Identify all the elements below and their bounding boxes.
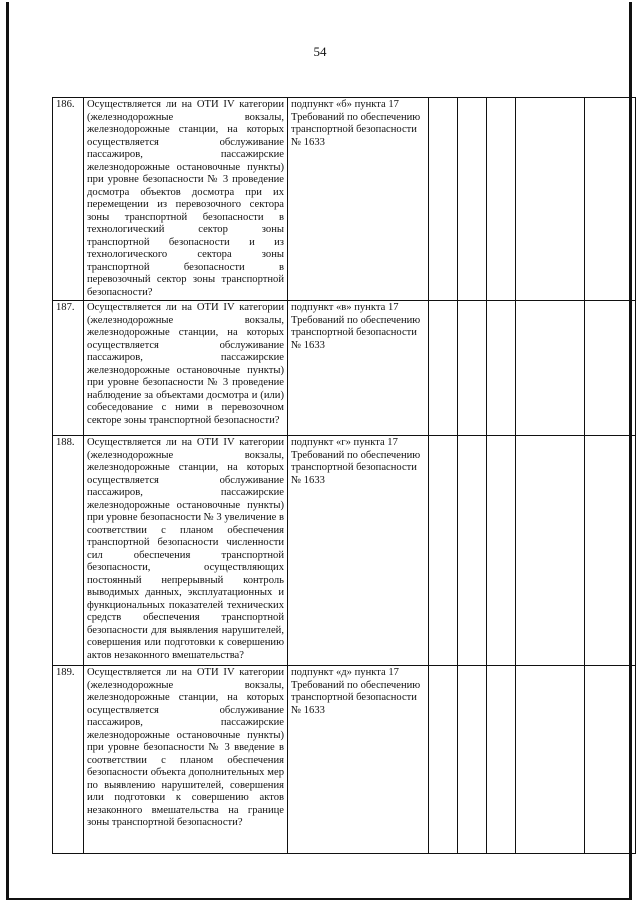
question-cell: Осуществляется ли на ОТИ IV категории (железнодорожные вокзалы, железнодорожные станции, на которых осуществляется обслуживание пассажиров, пассажирские железнодорожные остановочные пункты) при уровне безопасности № 3 проведение досмотра объектов досмотра при их перемещении из перевозочного сектора зоны транспортной безопасности в технологический сектор зоны транспортной безопасности и из технологического сектора зоны транспортной безопасности в перевозочный сектор зоны транспортной безопасности? <box>84 98 288 301</box>
row-number: 186. <box>53 98 84 301</box>
answer-extra-cell <box>516 436 585 666</box>
answer-na-cell <box>487 666 516 854</box>
notes-cell <box>585 301 636 436</box>
page-number: 54 <box>313 44 327 59</box>
row-number: 189. <box>53 666 84 854</box>
answer-yes-cell <box>429 436 458 666</box>
checklist-table <box>52 97 636 854</box>
question-cell: Осуществляется ли на ОТИ IV категории (железнодорожные вокзалы, железнодорожные станции, на которых осуществляется обслуживание пассажиров, пассажирские железнодорожные остановочные пункты) при уровне безопасности № 3 увеличение в соответствии с планом обеспечения транспортной безопасности численности сил обеспечения транспортной безопасности, осуществляющих постоянный непрерывный контроль выводимых данных, эксплуатационных и функциональных показателей технических средств обеспечения транспортной безопасности для выявления нарушителей, совершения или подготовки к совершению актов незаконного вмешательства? <box>84 436 288 666</box>
question-cell: Осуществляется ли на ОТИ IV категории (железнодорожные вокзалы, железнодорожные станции, на которых осуществляется обслуживание пассажиров, пассажирские железнодорожные остановочные пункты) при уровне безопасности № 3 проведение наблюдение за объектами досмотра и (или) собеседование с ними в перевозочном секторе зоны транспортной безопасности? <box>84 301 288 436</box>
answer-na-cell <box>487 98 516 301</box>
answer-no-cell <box>458 301 487 436</box>
reference-cell: подпункт «д» пункта 17 Требований по обеспечению транспортной безопасности № 1633 <box>288 666 429 854</box>
table-row <box>53 666 636 854</box>
answer-no-cell <box>458 98 487 301</box>
answer-extra-cell <box>516 666 585 854</box>
reference-cell: подпункт «в» пункта 17 Требований по обеспечению транспортной безопасности № 1633 <box>288 301 429 436</box>
question-cell: Осуществляется ли на ОТИ IV категории (железнодорожные вокзалы, железнодорожные станции, на которых осуществляется обслуживание пассажиров, пассажирские железнодорожные остановочные пункты) при уровне безопасности № 3 введение в соответствии с планом обеспечения безопасности объекта дополнительных мер по выявлению нарушителей, совершения или подготовки к совершению актов незаконного вмешательства на границе зоны транспортной безопасности? <box>84 666 288 854</box>
answer-no-cell <box>458 666 487 854</box>
reference-cell: подпункт «г» пункта 17 Требований по обеспечению транспортной безопасности № 1633 <box>288 436 429 666</box>
answer-na-cell <box>487 436 516 666</box>
answer-yes-cell <box>429 666 458 854</box>
answer-no-cell <box>458 436 487 666</box>
notes-cell <box>585 666 636 854</box>
row-number: 188. <box>53 436 84 666</box>
notes-cell <box>585 436 636 666</box>
answer-yes-cell <box>429 98 458 301</box>
table-row <box>53 436 636 666</box>
row-number: 187. <box>53 301 84 436</box>
answer-extra-cell <box>516 98 585 301</box>
reference-cell: подпункт «б» пункта 17 Требований по обеспечению транспортной безопасности № 1633 <box>288 98 429 301</box>
notes-cell <box>585 98 636 301</box>
answer-na-cell <box>487 301 516 436</box>
table-row <box>53 301 636 436</box>
answer-extra-cell <box>516 301 585 436</box>
answer-yes-cell <box>429 301 458 436</box>
table-row <box>53 98 636 301</box>
